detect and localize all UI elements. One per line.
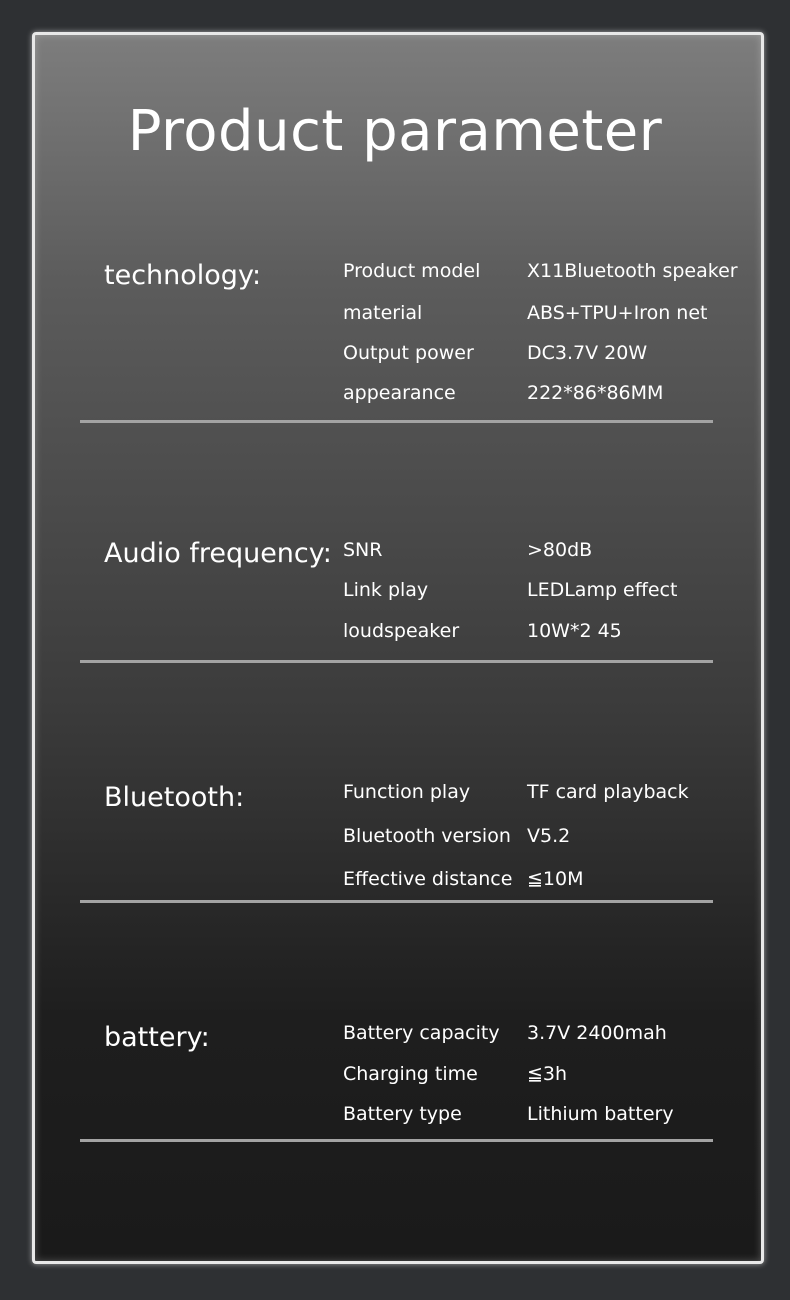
spec-row xyxy=(0,339,790,369)
section-divider xyxy=(80,900,713,903)
spec-key: Battery capacity xyxy=(343,1022,500,1044)
spec-row xyxy=(0,536,790,566)
spec-value: V5.2 xyxy=(527,825,571,847)
spec-key: SNR xyxy=(343,539,383,561)
spec-row xyxy=(0,1019,790,1049)
section-divider xyxy=(80,660,713,663)
spec-row xyxy=(0,576,790,606)
spec-row xyxy=(0,379,790,409)
spec-key: Charging time xyxy=(343,1063,478,1085)
spec-row xyxy=(0,822,790,852)
section-divider xyxy=(80,1139,713,1142)
spec-key: Product model xyxy=(343,260,481,282)
spec-key: Link play xyxy=(343,579,429,601)
section-label-battery: battery: xyxy=(104,1022,210,1053)
spec-row xyxy=(0,1060,790,1090)
spec-value: Lithium battery xyxy=(527,1103,674,1125)
spec-value: ≦3h xyxy=(527,1063,568,1085)
spec-key: material xyxy=(343,302,423,324)
section-label-technology: technology: xyxy=(104,260,262,291)
spec-row xyxy=(0,778,790,808)
spec-value: >80dB xyxy=(527,539,593,561)
spec-row xyxy=(0,865,790,895)
spec-key: loudspeaker xyxy=(343,620,460,642)
spec-key: Output power xyxy=(343,342,474,364)
spec-key: Function play xyxy=(343,781,471,803)
spec-key: Effective distance xyxy=(343,868,513,890)
spec-key: Battery type xyxy=(343,1103,462,1125)
section-label-bluetooth: Bluetooth: xyxy=(104,782,245,813)
section-divider xyxy=(80,420,713,423)
page-title: Product parameter xyxy=(127,99,663,164)
spec-value: ≦10M xyxy=(527,868,584,890)
spec-value: 222*86*86MM xyxy=(527,382,664,404)
section-label-audio-frequency: Audio frequency: xyxy=(104,538,332,569)
spec-row xyxy=(0,299,790,329)
spec-value: ABS+TPU+Iron net xyxy=(527,302,708,324)
spec-value: DC3.7V 20W xyxy=(527,342,648,364)
spec-value: 3.7V 2400mah xyxy=(527,1022,667,1044)
spec-key: appearance xyxy=(343,382,456,404)
spec-row xyxy=(0,257,790,287)
spec-key: Bluetooth version xyxy=(343,825,511,847)
spec-value: TF card playback xyxy=(527,781,689,803)
spec-row xyxy=(0,617,790,647)
spec-value: LEDLamp effect xyxy=(527,579,678,601)
spec-row xyxy=(0,1100,790,1130)
spec-value: 10W*2 45 xyxy=(527,620,622,642)
spec-value: X11Bluetooth speaker xyxy=(527,260,738,282)
